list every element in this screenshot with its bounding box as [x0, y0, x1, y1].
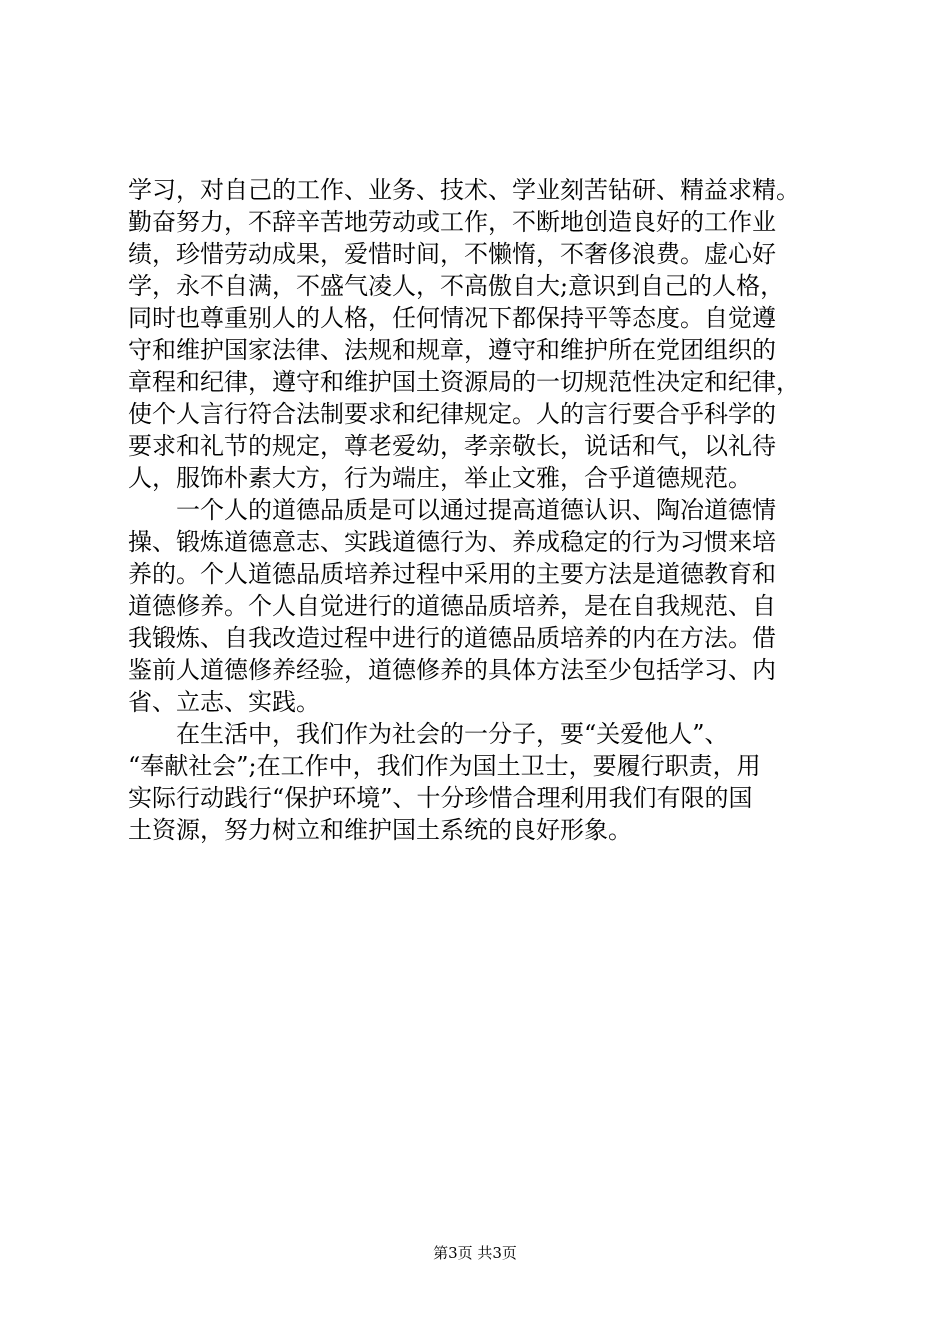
text-line: 操、锻炼道德意志、实践道德行为、养成稳定的行为习惯来培 [128, 528, 776, 556]
text-line: 人，服饰朴素大方，行为端庄，举止文雅，合乎道德规范。 [128, 464, 752, 492]
text-line: “奉献社会”;在工作中，我们作为国土卫士，要履行职责，用 [128, 752, 761, 780]
text-line: 我锻炼、自我改造过程中进行的道德品质培养的内在方法。借 [128, 624, 776, 652]
text-line: 在生活中，我们作为社会的一分子，要“关爱他人”、 [128, 720, 729, 748]
text-line: 鉴前人道德修养经验，道德修养的具体方法至少包括学习、内 [128, 656, 776, 684]
text-line: 绩，珍惜劳动成果，爱惜时间，不懒惰，不奢侈浪费。虚心好 [128, 240, 776, 268]
page-number-footer: 第3页 共3页 [433, 1244, 517, 1262]
text-line: 守和维护国家法律、法规和规章，遵守和维护所在党团组织的 [128, 336, 776, 364]
text-line: 要求和礼节的规定，尊老爱幼，孝亲敬长，说话和气，以礼待 [128, 432, 776, 460]
text-line: 学，永不自满，不盛气凌人，不高傲自大;意识到自己的人格， [128, 272, 785, 300]
text-line: 一个人的道德品质是可以通过提高道德认识、陶冶道德情 [128, 496, 776, 524]
text-line: 道德修养。个人自觉进行的道德品质培养，是在自我规范、自 [128, 592, 776, 620]
text-line: 养的。个人道德品质培养过程中采用的主要方法是道德教育和 [128, 560, 776, 588]
text-line: 学习，对自己的工作、业务、技术、学业刻苦钻研、精益求精。 [128, 176, 800, 204]
text-line: 同时也尊重别人的人格，任何情况下都保持平等态度。自觉遵 [128, 304, 776, 332]
text-line: 使个人言行符合法制要求和纪律规定。人的言行要合乎科学的 [128, 400, 776, 428]
text-line: 勤奋努力，不辞辛苦地劳动或工作，不断地创造良好的工作业 [128, 208, 776, 236]
text-line: 章程和纪律，遵守和维护国土资源局的一切规范性决定和纪律， [128, 368, 800, 396]
body-text [128, 174, 828, 846]
text-line: 土资源，努力树立和维护国土系统的良好形象。 [128, 816, 632, 844]
text-line: 省、立志、实践。 [128, 688, 320, 716]
text-line: 实际行动践行“保护环境”、十分珍惜合理利用我们有限的国 [128, 784, 753, 812]
